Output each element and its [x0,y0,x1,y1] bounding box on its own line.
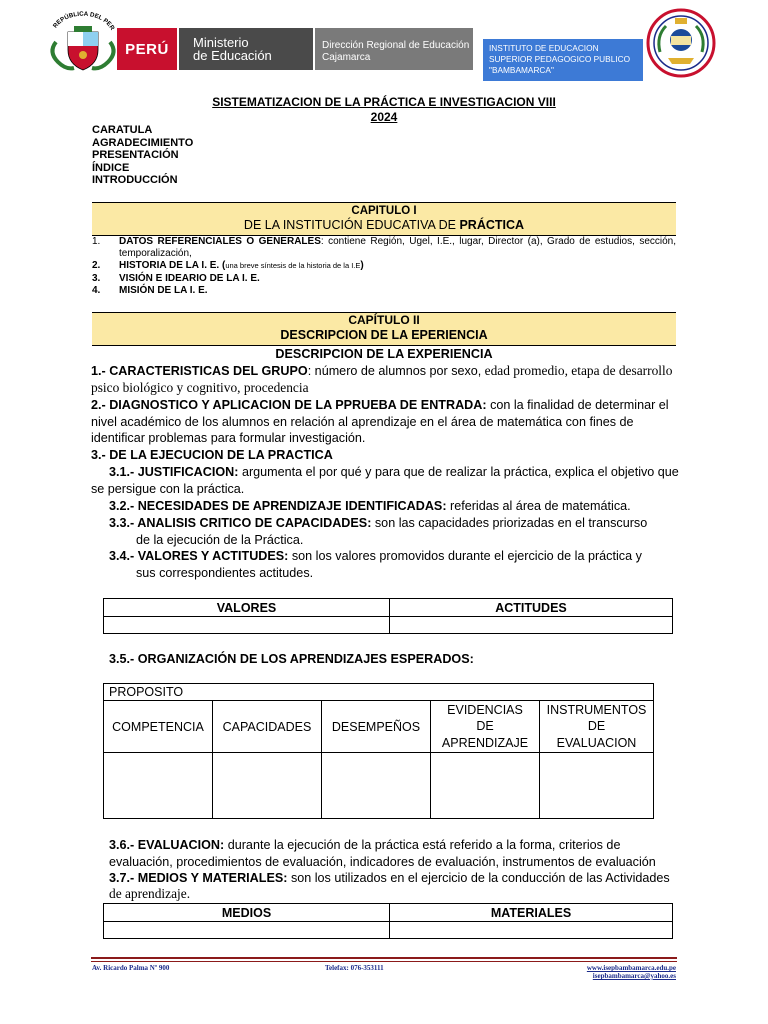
instituto-line3: "BAMBAMARCA" [489,65,554,75]
competencia-header: COMPETENCIA [104,701,213,753]
section-3-3 [109,515,679,532]
toc-item: AGRADECIMIENTO [92,136,194,149]
ministerio-line1: Ministerio [193,35,249,50]
footer-divider-thin [91,961,677,962]
section-2-text: con la finalidad de determinar el nivel académico de los alumnos en relación al aprendizaje en el área de matemática con fines de identificar problemas para formular investigación. [91,398,669,445]
section-3-6 [109,837,679,870]
toc-item: CARATULA [92,124,153,136]
toc-item: INTRODUCCIÓN [92,174,178,187]
medios-header: MEDIOS [104,904,390,922]
toc-item: PRESENTACIÓN [92,149,179,162]
capacidades-cell[interactable] [213,753,322,819]
section-2 [91,397,681,447]
section-3-2-text: referidas al área de matemática. [446,499,631,513]
evidencias-header: EVIDENCIAS DE APRENDIZAJE [431,701,540,753]
document-year: 2024 [370,110,398,124]
section-3-1-label: 3.1.- JUSTIFICACION: [109,465,239,479]
list-number: 4. [92,284,101,296]
peru-brand-label: PERÚ [117,28,177,70]
materiales-header: MATERIALES [390,904,673,922]
valores-header: VALORES [104,599,390,617]
list-item [92,273,676,285]
list-rest: : contiene Región, Ugel, I.E., lugar, Director (a), Grado de estudios, sección, temporalización, [119,236,677,260]
instituto-label [483,39,643,81]
section-2-label: 2.- DIAGNOSTICO Y APLICACION DE LA PPRUEBA DE ENTRADA: [91,398,487,412]
section-3-7-cont: de aprendizaje. [109,886,191,901]
list-item [92,236,676,260]
list-bold: VISIÓN E IDEARIO DE LA I. E. [119,272,260,284]
capacidades-header: CAPACIDADES [213,701,322,753]
section-3-7-text: son los utilizados en el ejercicio de la conducción de las Actividades [287,871,670,885]
instituto-line1: INSTITUTO DE EDUCACION [489,43,599,53]
chapter1-list [92,236,676,297]
ministerio-label [179,28,313,70]
list-number: 1. [92,236,101,247]
footer-email-link[interactable]: isepbambamarca@yahoo.es [592,972,676,980]
list-item [92,285,676,297]
peru-coat-of-arms-icon [44,6,122,76]
chapter2-band [92,312,676,346]
section-3-6-label: 3.6.- EVALUACION: [109,838,225,852]
list-number: 2. [92,260,101,272]
competencia-cell[interactable] [104,753,213,819]
proposito-table [103,683,654,819]
list-number: 3. [92,272,101,284]
actitudes-cell[interactable] [390,617,673,634]
section-3-7-label: 3.7.- MEDIOS Y MATERIALES: [109,871,288,885]
section-3-1 [91,464,681,497]
chapter2-title: CAPÍTULO II [348,313,420,327]
evidencias-cell[interactable] [431,753,540,819]
list-text [119,260,676,272]
section-1 [91,363,681,396]
section-3-2-label: 3.2.- NECESIDADES DE APRENDIZAJE IDENTIFICADAS: [109,499,447,513]
proposito-header: PROPOSITO [104,684,654,701]
section-heading: DESCRIPCION DE LA EXPERIENCIA [275,347,493,361]
section-3-6-text: durante la ejecución de la práctica está referido a la forma, criterios de evaluación, procedimientos de evaluación, indicadores de evaluación, instrumentos de evaluación [109,838,656,869]
list-text [119,236,676,260]
section-3-4 [109,548,679,565]
list-bold: HISTORIA DE LA I. E. ( [119,260,226,272]
chapter1-subtitle-text: DE LA INSTITUCIÓN EDUCATIVA DE [243,218,460,232]
section-3-4-label: 3.4.- VALORES Y ACTITUDES: [109,549,289,563]
footer-divider [91,957,677,959]
institute-emblem-icon [646,6,716,80]
desempenos-header: DESEMPEÑOS [322,701,431,753]
ministerio-line2: de Educación [193,48,272,63]
materiales-cell[interactable] [390,922,673,939]
footer-address: Av. Ricardo Palma Nº 900 [92,964,170,972]
chapter1-subtitle [92,218,676,233]
section-3-4-text: son los valores promovidos durante el ejercicio de la práctica y [288,549,642,563]
medios-table [103,903,673,939]
instituto-line2: SUPERIOR PEDAGOGICO PUBLICO [489,54,631,64]
list-text [119,273,676,285]
toc-item: ÍNDICE [92,161,130,174]
section-1-label: 1.- CARACTERISTICAS DEL GRUPO [91,364,308,378]
chapter1-subtitle-emph: PRÁCTICA [459,218,525,232]
direccion-regional-label [315,28,473,70]
instrumentos-cell[interactable] [540,753,654,819]
valores-cell[interactable] [104,617,390,634]
valores-table [103,598,673,634]
list-rest: ) [360,260,364,272]
section-3-2 [109,498,679,515]
chapter2-subtitle: DESCRIPCION DE LA EPERIENCIA [280,328,488,342]
section-3-4-cont: sus correspondientes actitudes. [136,566,314,580]
section-3-1-text: argumenta el por qué y para que de realizar la práctica, explica el objetivo que se persigue con la práctica. [91,465,679,496]
section-3-3-text: son las capacidades priorizadas en el transcurso [371,516,648,530]
document-title: SISTEMATIZACION DE LA PRÁCTICA E INVESTIGACION VIII [212,95,556,109]
list-small: una breve síntesis de la historia de la I.E [225,261,361,271]
footer-phone: Telefax: 076-353111 [325,964,384,972]
section-1-text-serif: edad promedio, etapa de desarrollo psico biológico y cognitivo, procedencia [91,363,673,395]
actitudes-header: ACTITUDES [390,599,673,617]
chapter1-title: CAPITULO I [351,205,417,217]
section-3-label: 3.- DE LA EJECUCION DE LA PRACTICA [91,448,333,462]
section-3 [91,447,681,464]
section-3-3-label: 3.3.- ANALISIS CRITICO DE CAPACIDADES: [109,516,372,530]
toc-list [92,124,193,187]
list-bold: MISIÓN DE LA I. E. [119,284,208,296]
list-item [92,260,676,272]
instrumentos-header: INSTRUMENTOS DE EVALUACION [540,701,654,753]
medios-cell[interactable] [104,922,390,939]
direccion-line2: Cajamarca [322,52,371,63]
chapter1-band [92,202,676,236]
section-3-7 [109,870,679,887]
list-bold: DATOS REFERENCIALES O GENERALES [119,236,321,247]
section-3-5-label: 3.5.- ORGANIZACIÓN DE LOS APRENDIZAJES ESPERADOS: [109,652,474,666]
section-3-5 [109,651,699,668]
direccion-line1: Dirección Regional de Educación [322,40,470,51]
desempenos-cell[interactable] [322,753,431,819]
section-3-3-cont: de la ejecución de la Práctica. [136,533,304,547]
footer-website-link[interactable]: www.isepbambamarca.edu.pe [586,964,676,972]
shield-text: REPÚBLICA DEL PER [51,10,116,32]
section-1-text: : número de alumnos por sexo, [307,364,482,378]
list-text [119,285,676,297]
